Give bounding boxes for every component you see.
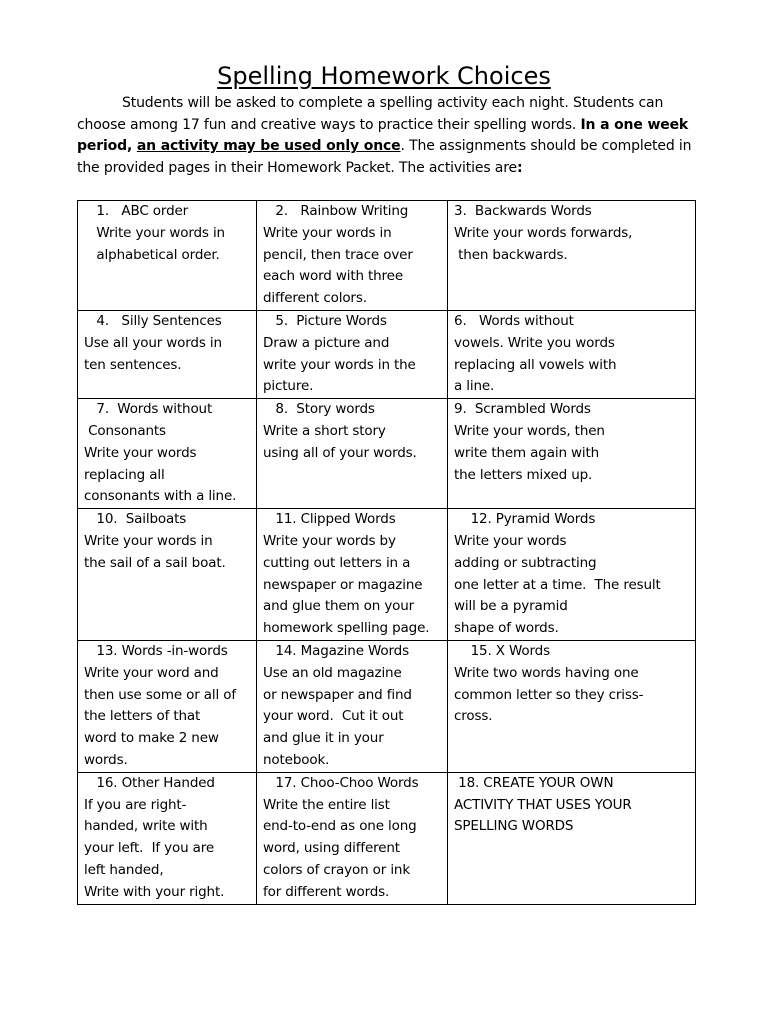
activity-title: 2. Rainbow Writing [263, 203, 409, 219]
table-row [78, 201, 696, 311]
activity-cell [257, 509, 448, 641]
activity-description-line: left handed, [84, 861, 164, 878]
activity-description-line: vowels. Write you words [454, 334, 615, 351]
activity-title: 10. Sailboats [84, 511, 187, 528]
activity-title: 1. ABC order [84, 203, 189, 219]
activity-description-line: picture. [263, 378, 314, 395]
activity-cell [448, 509, 696, 641]
activity-title: 5. Picture Words [263, 312, 387, 329]
activity-description-line: Write a short story [263, 422, 386, 439]
activity-description-line: notebook. [263, 751, 330, 768]
activity-description-line: homework spelling page. [263, 620, 430, 637]
activity-cell [257, 310, 448, 398]
activity-description-line: will be a pyramid [454, 598, 568, 615]
activity-description-line: each word with three [263, 268, 403, 285]
intro-text-2: . The assignments should be completed in the provided pages in their Homework Packet. The activities are [77, 138, 692, 177]
activity-title: 11. Clipped Words [263, 511, 396, 528]
activity-description-line: cutting out letters in a [263, 554, 411, 571]
activity-description-line: common letter so they criss- [454, 686, 644, 703]
activity-description-line: then backwards. [454, 246, 568, 263]
activity-title: 6. Words without [454, 312, 574, 329]
activity-description-line: replacing all [84, 466, 165, 483]
activity-description-line: Write your words in [84, 224, 225, 241]
activity-title: 8. Story words [263, 401, 375, 418]
activity-description-line: consonants with a line. [84, 488, 237, 505]
activity-description-line: write them again with [454, 444, 600, 461]
activity-cell [257, 772, 448, 904]
intro-colon: : [516, 160, 523, 177]
activity-cell [78, 509, 257, 641]
activity-title: 15. X Words [454, 642, 550, 659]
activity-description-line: Write your words in [84, 532, 213, 549]
activity-cell [257, 399, 448, 509]
activity-cell [257, 640, 448, 772]
activity-cell [448, 310, 696, 398]
activity-description-line: ten sentences. [84, 356, 182, 373]
table-row [78, 772, 696, 904]
activity-description-line: your left. If you are [84, 840, 215, 857]
activity-description-line: cross. [454, 708, 493, 725]
activity-cell [448, 399, 696, 509]
activity-description-line: end-to-end as one long [263, 818, 417, 835]
activity-description-line: your word. Cut it out [263, 708, 404, 725]
activity-description-line: Write your words [84, 444, 197, 461]
activity-cell [448, 640, 696, 772]
activity-description-line: Write your words by [263, 532, 396, 549]
intro-bold-text: In a one week period, [77, 116, 689, 155]
table-row [78, 310, 696, 398]
activity-description-line: Write your words [454, 532, 567, 549]
activity-description-line: and glue it in your [263, 730, 384, 747]
activity-description-line: Draw a picture and [263, 334, 390, 351]
activity-description-line: If you are right- [84, 796, 187, 813]
activity-description-line: the letters of that [84, 708, 201, 725]
activity-title: 7. Words without [84, 401, 213, 418]
activity-description-line: ACTIVITY THAT USES YOUR [454, 796, 632, 813]
intro-text-1: Students will be asked to complete a spelling activity each night. Students can choose among 17 fun and creative ways to practice their spelling words. [77, 95, 664, 133]
activity-description-line: Write the entire list [263, 796, 390, 813]
activity-title: 16. Other Handed [84, 774, 215, 791]
activity-description-line: handed, write with [84, 818, 208, 835]
activity-description-line: Write your word and [84, 664, 219, 681]
table-row [78, 399, 696, 509]
activity-description-line: or newspaper and find [263, 686, 412, 703]
activity-cell [78, 772, 257, 904]
activity-title: 9. Scrambled Words [454, 401, 591, 418]
activity-description-line: Write your words, then [454, 422, 605, 439]
activity-description-line: different colors. [263, 290, 367, 307]
activity-description-line: words. [84, 751, 128, 768]
activity-title: 12. Pyramid Words [454, 511, 596, 528]
activity-description-line: adding or subtracting [454, 554, 597, 571]
activity-description-line: and glue them on your [263, 598, 415, 615]
activity-description-line: newspaper or magazine [263, 576, 423, 593]
activity-description-line: SPELLING WORDS [454, 818, 574, 835]
activity-description-line: alphabetical order. [84, 246, 220, 263]
activity-description-line: then use some or all of [84, 686, 236, 703]
activity-description-line: Consonants [84, 422, 166, 439]
activity-cell [78, 640, 257, 772]
activity-title: 3. Backwards Words [454, 203, 592, 219]
intro-paragraph [77, 93, 697, 180]
activity-description-line: using all of your words. [263, 444, 417, 461]
table-row [78, 640, 696, 772]
activity-description-line: word to make 2 new [84, 730, 219, 747]
activity-description-line: pencil, then trace over [263, 246, 413, 263]
activity-title: 13. Words -in-words [84, 642, 228, 659]
activity-description-line: Use an old magazine [263, 664, 402, 681]
intro-bold-underlined-text: an activity may be used only once [136, 138, 401, 155]
activity-cell [78, 201, 257, 311]
activities-table [77, 200, 696, 905]
activity-title: 14. Magazine Words [263, 642, 409, 659]
activity-cell [78, 399, 257, 509]
activity-description-line: Write with your right. [84, 883, 225, 900]
activity-description-line: Write two words having one [454, 664, 639, 681]
table-row [78, 509, 696, 641]
activity-description-line: for different words. [263, 883, 390, 900]
activity-description-line: write your words in the [263, 356, 416, 373]
activity-description-line: Write your words forwards, [454, 224, 633, 241]
activity-description-line: Use all your words in [84, 334, 222, 351]
activity-description-line: word, using different [263, 840, 400, 857]
activity-cell [78, 310, 257, 398]
activity-cell [257, 201, 448, 311]
activity-description-line: shape of words. [454, 620, 559, 637]
activity-description-line: replacing all vowels with [454, 356, 617, 373]
page-title: Spelling Homework Choices [217, 62, 551, 90]
activity-cell [448, 772, 696, 904]
activity-description-line: the sail of a sail boat. [84, 554, 226, 571]
activity-cell [448, 201, 696, 311]
activity-description-line: colors of crayon or ink [263, 861, 410, 878]
activity-title: 17. Choo-Choo Words [263, 774, 419, 791]
activity-description-line: one letter at a time. The result [454, 576, 661, 593]
activity-title: 18. CREATE YOUR OWN [454, 774, 614, 791]
activity-description-line: the letters mixed up. [454, 466, 593, 483]
activity-title: 4. Silly Sentences [84, 312, 222, 329]
activity-description-line: a line. [454, 378, 495, 395]
activity-description-line: Write your words in [263, 224, 392, 241]
